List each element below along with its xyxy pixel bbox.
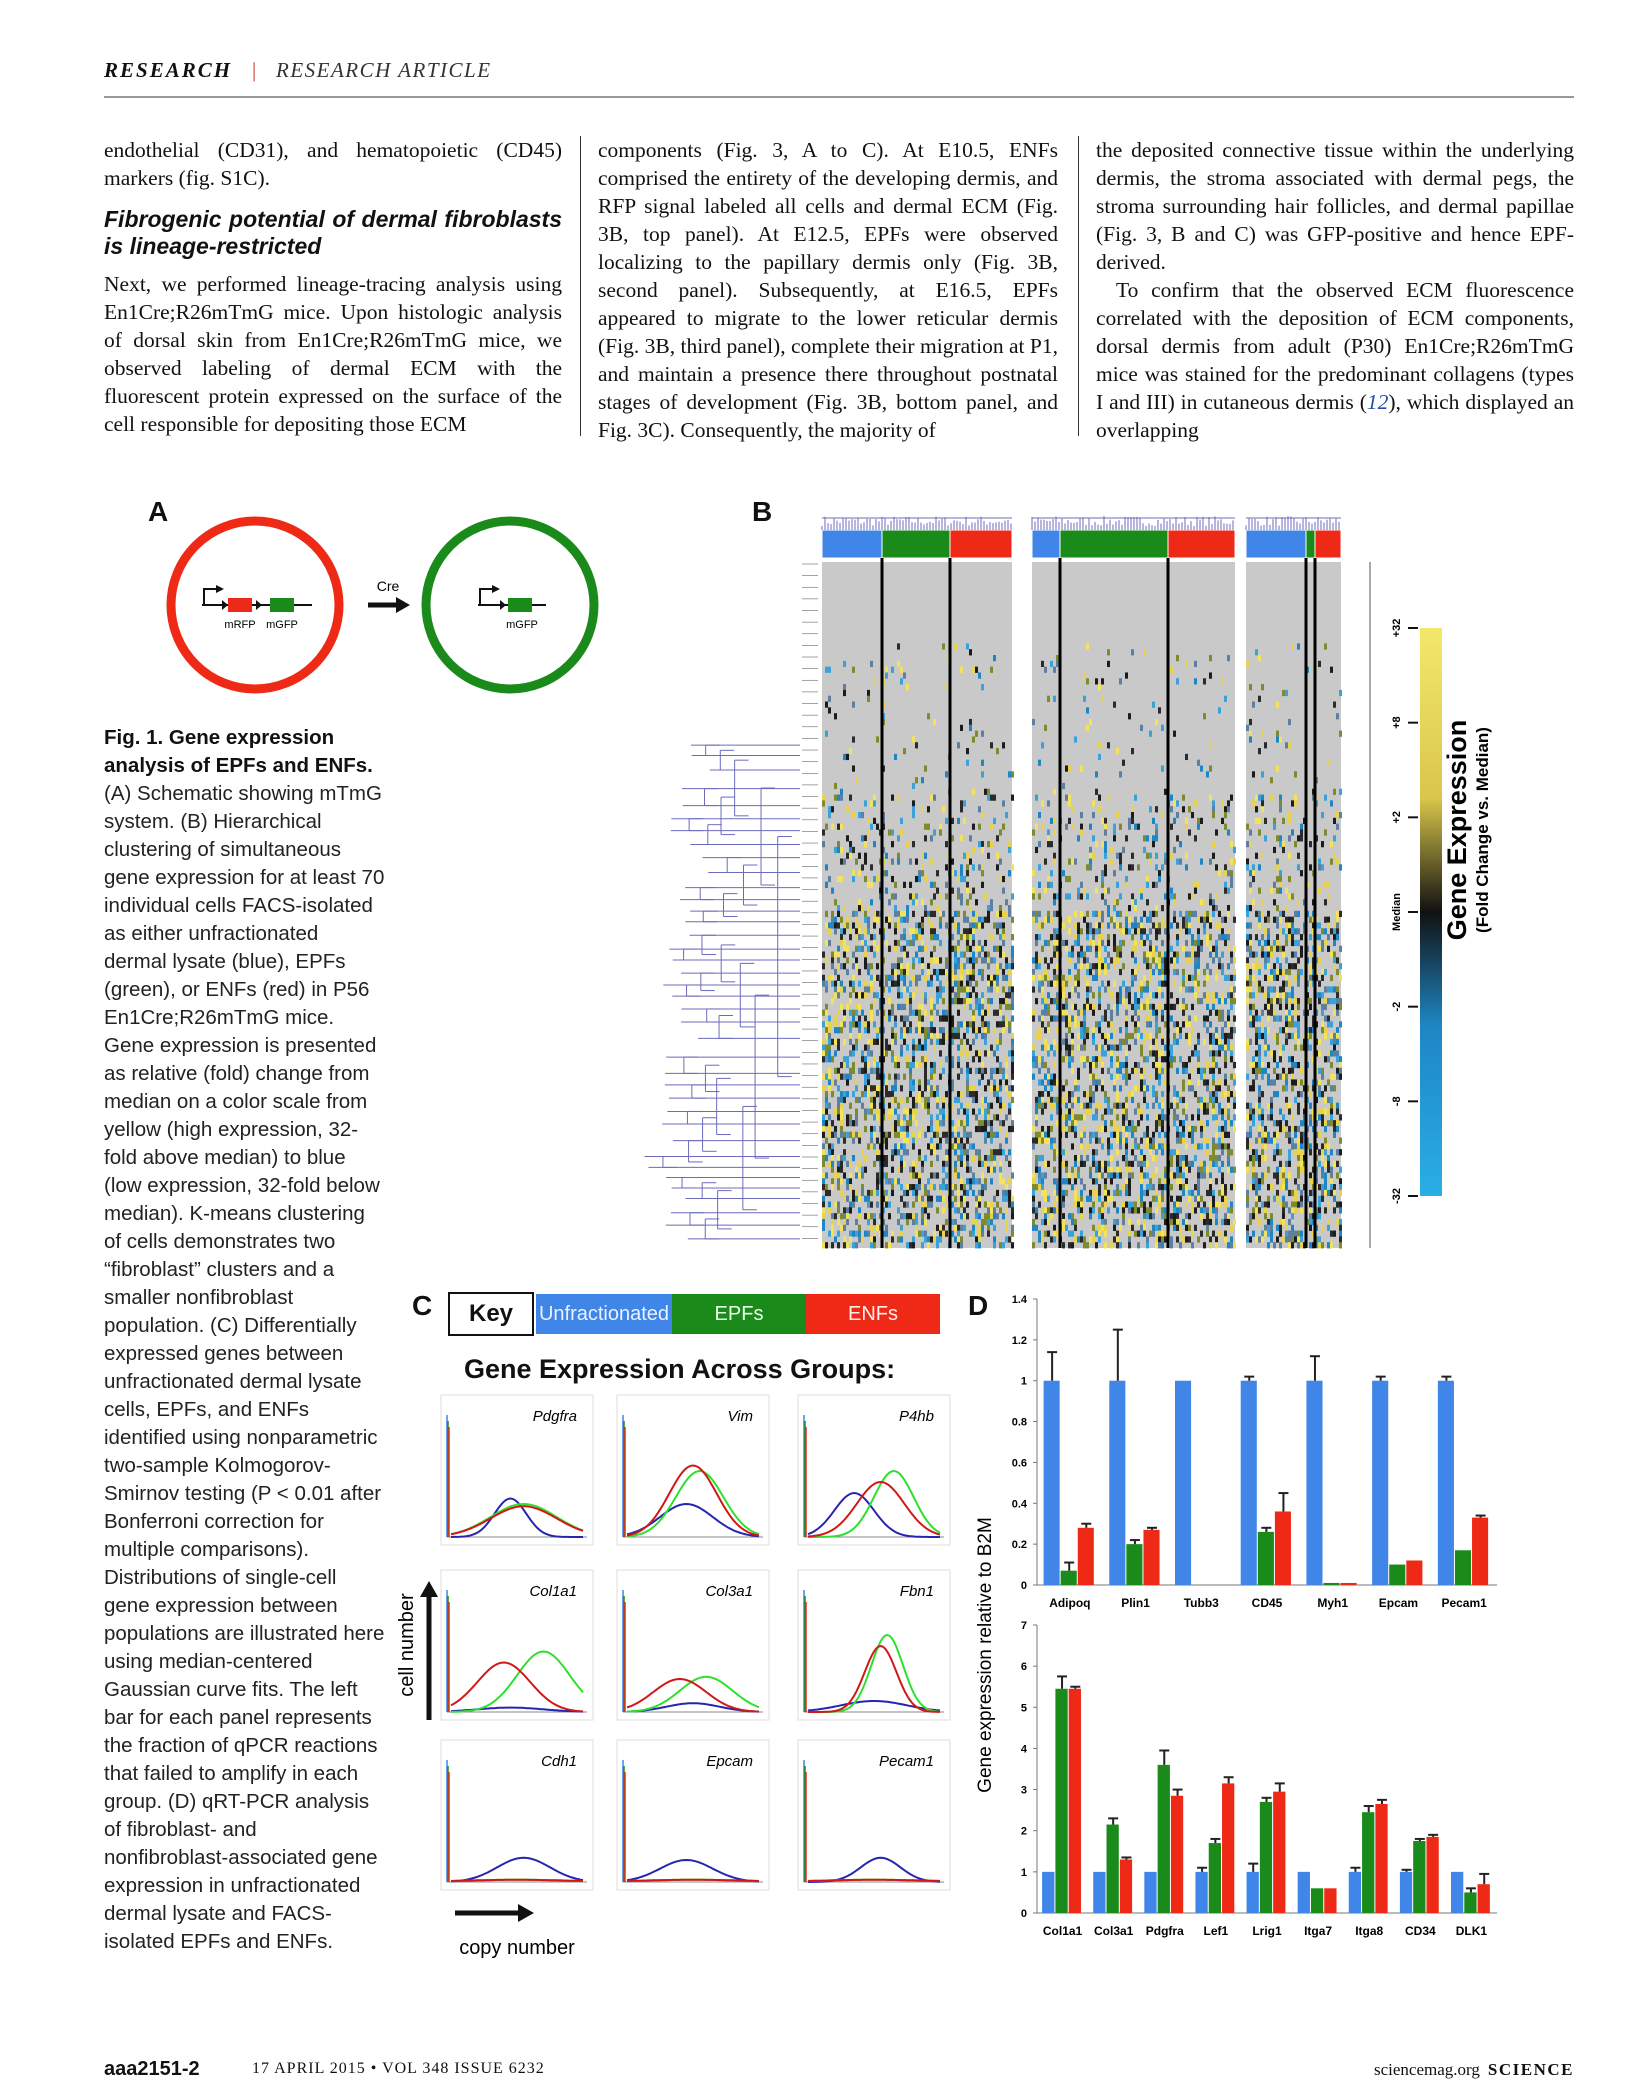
y-tick-label: 4 xyxy=(1020,1743,1027,1756)
x-tick-label: CD34 xyxy=(1404,1924,1436,1938)
x-tick-label: Lef1 xyxy=(1203,1924,1229,1938)
group-bar xyxy=(950,530,1012,558)
bar xyxy=(1341,1583,1357,1585)
colorbar-tick-label: Median xyxy=(1391,893,1403,931)
bar xyxy=(1298,1872,1310,1913)
key-unfractionated: Unfractionated xyxy=(536,1294,672,1334)
x-tick-label: Epcam xyxy=(1378,1596,1419,1610)
bar xyxy=(1324,1583,1340,1585)
key-box: Key xyxy=(448,1292,534,1336)
colorbar-title xyxy=(1430,620,1500,1040)
bar xyxy=(1175,1381,1191,1585)
y-tick-label: 0.8 xyxy=(1011,1416,1027,1429)
panel-c-distributions xyxy=(395,1395,934,1965)
figure-caption xyxy=(104,724,386,1956)
bar xyxy=(1093,1872,1105,1913)
bar xyxy=(1375,1804,1387,1913)
bar xyxy=(1042,1872,1054,1913)
header-separator: | xyxy=(252,58,257,82)
gene-dendrogram xyxy=(645,745,800,1239)
y-tick-label: 0 xyxy=(1020,1580,1027,1592)
bar xyxy=(1044,1381,1060,1585)
section-heading: Fibrogenic potential of dermal fibroblasts is lineage-restricted xyxy=(104,206,562,259)
panel-b-heatmap xyxy=(430,500,1480,1270)
y-tick-label: 0.4 xyxy=(1011,1498,1027,1511)
gene-label: Pecam1 xyxy=(878,1753,934,1770)
bar xyxy=(1413,1841,1425,1913)
group-bar xyxy=(1168,530,1235,558)
header-section: RESEARCH xyxy=(104,58,233,82)
group-bar xyxy=(1032,530,1060,558)
y-tick-label: 3 xyxy=(1020,1784,1027,1797)
panel-d-ylabel: Gene expression relative to B2M xyxy=(975,1517,996,1793)
paragraph: the deposited connective tissue within the underlying dermis, the stroma associated with dermal pegs, the stroma surrounding hair follicles, and dermal papillae (Fig. 3, B and C) was GFP-positive and hence EPF-derived. xyxy=(1096,138,1574,274)
bar xyxy=(1107,1825,1119,1913)
bar xyxy=(1209,1843,1221,1913)
text-column-2 xyxy=(598,136,1058,444)
x-tick-label: CD45 xyxy=(1251,1596,1283,1610)
bar xyxy=(1400,1872,1412,1913)
y-tick-label: 2 xyxy=(1020,1825,1027,1838)
bar xyxy=(1247,1872,1259,1913)
x-tick-label: Itga7 xyxy=(1304,1924,1333,1938)
issue-date: 17 APRIL 2015 • VOL 348 ISSUE 6232 xyxy=(252,2060,545,2077)
y-tick-label: 0.2 xyxy=(1011,1539,1027,1552)
bar xyxy=(1055,1689,1067,1913)
gene-label: Col1a1 xyxy=(529,1583,577,1600)
bar xyxy=(1195,1872,1207,1913)
gene-label: Col3a1 xyxy=(705,1583,753,1600)
key-enfs: ENFs xyxy=(806,1294,940,1334)
bar xyxy=(1126,1544,1142,1585)
bar-chart-top xyxy=(1012,1294,1497,1610)
promoter-arrow-icon xyxy=(204,589,216,605)
colorbar-tick-label: +8 xyxy=(1391,716,1403,729)
paragraph: endothelial (CD31), and hematopoietic (CD45) markers (fig. S1C). xyxy=(104,138,562,190)
mgfp-label: mGFP xyxy=(266,619,298,631)
x-tick-label: DLK1 xyxy=(1455,1924,1488,1938)
bar xyxy=(1389,1565,1405,1585)
gene-label: Epcam xyxy=(706,1753,753,1770)
mrfp-gene-box xyxy=(228,598,252,612)
page-footer xyxy=(104,2058,1574,2088)
y-tick-label: 1.4 xyxy=(1011,1294,1027,1306)
header-article-type: RESEARCH ARTICLE xyxy=(276,58,492,82)
colorbar-subtitle-text: (Fold Change vs. Median) xyxy=(1473,727,1492,933)
bar xyxy=(1464,1892,1476,1913)
bar xyxy=(1260,1802,1272,1913)
colorbar-tick-label: -2 xyxy=(1391,1001,1403,1012)
y-tick-label: 1.2 xyxy=(1011,1334,1027,1347)
bar xyxy=(1275,1511,1291,1585)
x-tick-label: Adipoq xyxy=(1049,1596,1091,1610)
group-bar xyxy=(822,530,882,558)
gene-label: Pdgfra xyxy=(532,1408,577,1425)
bar xyxy=(1406,1560,1422,1585)
bar xyxy=(1061,1571,1077,1585)
bar xyxy=(1144,1872,1156,1913)
paragraph: Next, we performed lineage-tracing analysis using En1Cre;R26mTmG mice. Upon histologic analysis of dorsal skin from En1Cre;R26mTmG mice, we observed labeling of dermal ECM with the fluorescent protein expressed on the surface of the cell responsible for depositing those ECM xyxy=(104,272,562,436)
column-divider xyxy=(580,136,581,436)
panel-b-letter: B xyxy=(752,496,773,527)
panel-c-title: Gene Expression Across Groups: xyxy=(464,1354,896,1384)
mrfp-label: mRFP xyxy=(224,619,256,631)
bar xyxy=(1158,1765,1170,1913)
colorbar-tick-label: -32 xyxy=(1391,1188,1403,1204)
bar xyxy=(1478,1884,1490,1913)
bar xyxy=(1273,1792,1285,1913)
x-tick-label: Plin1 xyxy=(1121,1596,1150,1610)
x-tick-label: Col3a1 xyxy=(1093,1924,1134,1938)
panel-d-bar-charts xyxy=(975,1285,1515,1965)
x-tick-label: Lrig1 xyxy=(1252,1924,1282,1938)
bar xyxy=(1438,1381,1454,1585)
page-id: aaa2151-2 xyxy=(104,2058,200,2080)
group-bar xyxy=(1060,530,1168,558)
mgfp-label-right: mGFP xyxy=(506,619,538,631)
bar xyxy=(1143,1530,1159,1585)
bar-chart-bottom xyxy=(1021,1620,1497,1938)
y-tick-label: 0.6 xyxy=(1011,1457,1027,1470)
group-bar xyxy=(1246,530,1306,558)
reference-link[interactable]: 12 xyxy=(1366,390,1389,414)
bar xyxy=(1120,1860,1132,1913)
y-tick-label: 6 xyxy=(1020,1661,1027,1674)
footer-right xyxy=(1374,2060,1574,2080)
gene-label: Cdh1 xyxy=(541,1753,577,1770)
bar xyxy=(1472,1518,1488,1585)
bar xyxy=(1372,1381,1388,1585)
gene-label: Vim xyxy=(727,1408,753,1425)
x-tick-label: Myh1 xyxy=(1317,1596,1349,1610)
group-bar xyxy=(1306,530,1315,558)
paragraph: components (Fig. 3, A to C). At E10.5, ENFs comprised the entirety of the developing dermis, and RFP signal labeled all cells and dermal ECM (Fig. 3B, top panel). At E12.5, EPFs were observed localizing to the papillary dermis only (Fig. 3B, second panel). Subsequently, at E16.5, EPFs appeared to migrate to the lower reticular dermis (Fig. 3B, third panel), complete their migration at P1, and maintain a presence there throughout postnatal stages of development (Fig. 3B, bottom panel, and Fig. 3C). Consequently, the majority of xyxy=(598,138,1058,442)
bar xyxy=(1451,1872,1463,1913)
y-tick-label: 1 xyxy=(1020,1866,1027,1879)
y-tick-label: 0 xyxy=(1020,1908,1027,1920)
gene-label: P4hb xyxy=(898,1408,934,1425)
x-tick-label: Pdgfra xyxy=(1145,1924,1184,1938)
panel-d-letter: D xyxy=(968,1290,989,1321)
bar xyxy=(1426,1837,1438,1913)
bar xyxy=(1222,1783,1234,1913)
colorbar-title-text: Gene Expression xyxy=(1442,719,1472,941)
x-tick-label: Col1a1 xyxy=(1042,1924,1083,1938)
journal-brand: SCIENCE xyxy=(1487,2060,1574,2079)
caption-title: Fig. 1. Gene expression analysis of EPFs and ENFs. xyxy=(104,726,373,777)
x-tick-label: Pecam1 xyxy=(1441,1596,1487,1610)
cre-label: Cre xyxy=(376,578,400,594)
group-bar xyxy=(882,530,950,558)
colorbar-tick-label: +2 xyxy=(1391,811,1403,824)
y-tick-label: 7 xyxy=(1020,1620,1027,1632)
bar xyxy=(1306,1381,1322,1585)
y-tick-label: 1 xyxy=(1020,1375,1027,1388)
paragraph: To confirm that the observed ECM fluorescence correlated with the deposition of ECM components, dorsal dermis from adult (P30) En1Cre;R26mTmG mice was stained for the predominant collagens (types I and III) in cutaneous dermis (12), which displayed an overlapping xyxy=(1096,278,1574,442)
bar xyxy=(1455,1550,1471,1585)
page-header xyxy=(104,58,1574,98)
y-tick-label: 5 xyxy=(1020,1702,1027,1715)
bar xyxy=(1171,1796,1183,1913)
heatmap-grid xyxy=(802,558,1342,1248)
panel-c-xlabel: copy number xyxy=(459,1937,575,1959)
cell-dendrogram xyxy=(822,516,1341,558)
text-column-1 xyxy=(104,136,562,438)
mgfp-gene-box xyxy=(270,598,294,612)
bar xyxy=(1078,1528,1094,1585)
text-column-3 xyxy=(1096,136,1574,444)
key-epfs: EPFs xyxy=(672,1294,806,1334)
panel-c-letter: C xyxy=(412,1290,433,1321)
x-tick-label: Tubb3 xyxy=(1183,1596,1219,1610)
bar xyxy=(1311,1888,1323,1913)
column-divider xyxy=(1078,136,1079,436)
bar xyxy=(1324,1888,1336,1913)
colorbar-tick-label: +32 xyxy=(1391,618,1403,638)
panel-c-ylabel: cell number xyxy=(396,1593,418,1697)
bar xyxy=(1109,1381,1125,1585)
bar xyxy=(1349,1872,1361,1913)
gene-label: Fbn1 xyxy=(899,1583,934,1600)
panel-a-letter: A xyxy=(148,496,169,527)
bar xyxy=(1069,1689,1081,1913)
bar xyxy=(1258,1532,1274,1585)
colorbar-tick-label: -8 xyxy=(1391,1096,1403,1107)
bar xyxy=(1362,1812,1374,1913)
group-bar xyxy=(1315,530,1341,558)
caption-text: (A) Schematic showing mTmG system. (B) Hierarchical clustering of simultaneous gene expression for at least 70 individual cells FACS-isolated as either unfractionated dermal lysate (blue), EPFs (green), or ENFs (red) in P56 En1Cre;R26mTmG mice. Gene expression is presented as relative (fold) change from median on a color scale from yellow (high expression, 32-fold above median) to blue (low expression, 32-fold below median). K-means clustering of cells demonstrates two “fibroblast” clusters and a smaller nonfibroblast population. (C) Differentially expressed genes between unfractionated dermal lysate cells, EPFs, and ENFs identified using nonparametric two-sample Kolmogorov-Smirnov testing (P < 0.01 after Bonferroni correction for multiple comparisons). Distributions of single-cell gene expression between populations are illustrated here using median-centered Gaussian curve fits. The left bar for each panel represents the fraction of qPCR reactions that failed to amplify in each group. (D) qRT-PCR analysis of fibroblast- and nonfibroblast-associated gene expression in unfractionated dermal lysate and FACS-isolated EPFs and ENFs. xyxy=(104,782,385,1953)
x-tick-label: Itga8 xyxy=(1355,1924,1384,1938)
site-link[interactable]: sciencemag.org xyxy=(1374,2060,1480,2079)
bar xyxy=(1241,1381,1257,1585)
